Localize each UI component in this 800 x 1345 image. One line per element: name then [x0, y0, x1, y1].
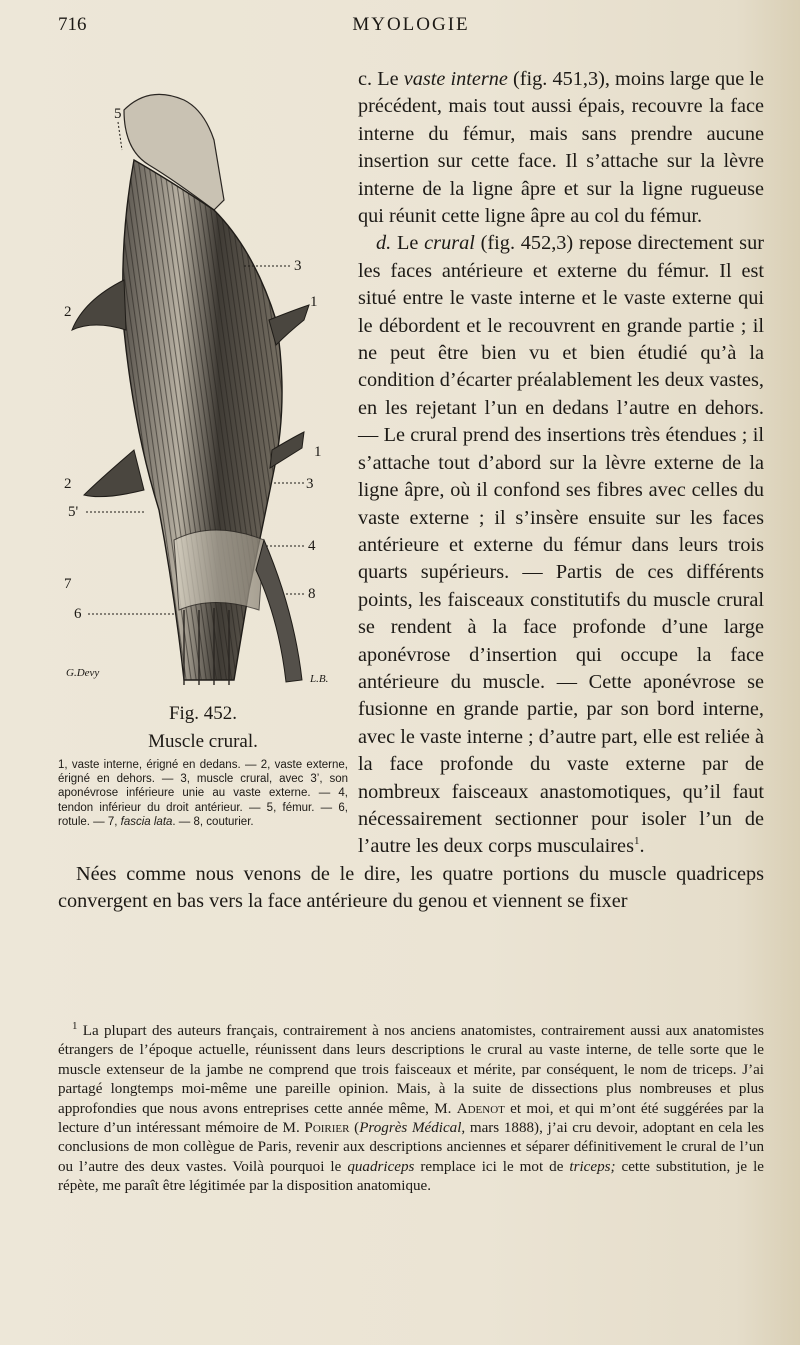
footnote-author-poirier: Poirier	[304, 1120, 350, 1137]
crural-muscle-illustration	[64, 70, 348, 690]
vaste-externe-flap-lower	[84, 450, 144, 497]
para-c-term: vaste interne	[403, 68, 508, 90]
para-d-ref: (fig. 452,3)	[480, 232, 574, 255]
body-text	[58, 66, 764, 916]
para-d-end: .	[639, 835, 645, 858]
signature-right: L.B.	[310, 673, 329, 685]
para-d-letter: d.	[376, 232, 392, 255]
label-8: 8	[308, 586, 316, 602]
footnote-text-a: La plupart des auteurs français, contrairement à nos anciens anatomistes, contrairement aussi aux anatomistes étrangers de l’époque actuelle, réunissent dans leurs descriptions le crural au vaste interne, de telle sorte que le muscle extenseur de la jambe ne comprend que trois faisceaux et mérite, par conséquent, le nom de triceps. J’ai partagé longtemps moi-même une pareille opinion. Mais, à la suite de dissections plus nombreuses et plus approfondies que nous avons entreprises cette année même, M.	[58, 1023, 765, 1117]
label-7: 7	[64, 576, 72, 592]
figure-title: Muscle crural.	[148, 731, 258, 752]
leader-5-top	[118, 122, 122, 150]
page-number: 716	[58, 14, 87, 35]
label-3-upper: 3	[294, 258, 302, 274]
paragraph-tail: Nées comme nous venons de le dire, les quatre portions du muscle quadriceps convergent en bas vers la face antérieure du genou et viennent se fixer	[58, 862, 764, 913]
label-3-right: 3	[306, 476, 314, 492]
label-6: 6	[74, 606, 82, 622]
para-c-ref: (fig. 451,3),	[513, 68, 610, 90]
footnote-marker: 1	[72, 1019, 78, 1032]
footnote-text-c: (	[349, 1120, 360, 1137]
label-2-mid: 2	[64, 476, 72, 492]
footnote-text-f: cette substitution, je le répète, me paraît être légitimée par la disposition anatomique.	[58, 1158, 765, 1195]
footnote-text-d: , mars 1888), j’ai cru devoir, adoptant en cela les conclusions de mon collègue de Paris, revenir aux descriptions anciennes et séparer définitivement le crural de l’un ou l’autre des deux vastes. Voilà pourquoi le	[58, 1120, 764, 1175]
page-header	[58, 14, 764, 44]
label-5-top: 5	[114, 106, 122, 122]
label-1-upper: 1	[310, 294, 318, 310]
label-5-prime: 5'	[68, 504, 79, 520]
footnote-1	[58, 1019, 765, 1197]
caption-part-3: . — 8, couturier.	[172, 815, 254, 828]
para-c-text: moins large que le précédent, mais tout aussi épais, recouvre la face interne du fémur, mais sans prendre aucune insertion sur cette face. Il s’attache sur la lèvre interne de la ligne âpre et sur la ligne rugueuse qui réunit cette ligne âpre au col du fémur.	[358, 68, 765, 228]
running-head: MYOLOGIE	[352, 14, 470, 35]
vaste-interne-flap-upper	[269, 305, 309, 345]
figure-number: Fig. 452.	[168, 703, 238, 724]
aponeurosis-shape	[174, 530, 264, 610]
label-4: 4	[308, 538, 316, 554]
footnote-marker-ref[interactable]: 1	[633, 835, 640, 848]
footnote-triceps: triceps;	[569, 1158, 616, 1175]
para-d-term: crural	[424, 232, 475, 255]
footnote-journal: Progrès Médical	[359, 1120, 462, 1137]
para-c-letter: c.	[358, 68, 373, 90]
couturier-shape	[256, 540, 302, 682]
para-d-pre: Le	[397, 232, 419, 255]
caption-fascia-lata: fascia lata	[120, 815, 173, 828]
vaste-externe-flap-upper	[72, 280, 126, 330]
label-1-right: 1	[314, 444, 322, 460]
footnote-text-b: et moi, et qui m’ont été suggérées par la lecture d’un intéressant mémoire de M.	[58, 1100, 764, 1137]
para-c-pre: Le	[377, 68, 399, 90]
figure-452	[58, 70, 348, 840]
label-2-upper: 2	[64, 304, 72, 320]
para-d-text: repose directement sur les faces antérieure et externe du fémur. Il est situé entre le vaste interne et le vaste externe qui le débordent et le recouvrent en grande partie ; il ne peut être bien vu et bien étudié qu’à la condition d’écarter préalablement les deux vastes, en les rejetant l’un en dedans l’autre en dehors. — Le crural prend des insertions très étendues ; il s’attache tout d’abord sur la lèvre externe de la ligne âpre, où il confond ses fibres avec celles du vaste externe ; il s’insère ensuite sur les faces antérieure et externe du fémur dans leurs trois quarts supérieurs. — Partis de ces différents points, les faisceaux constitutifs du muscle crural se rendent à la face profonde d’une large aponévrose d’insertion qui occupe la face antérieure du muscle. — Cette aponévrose se fusionne en grande partie, par son bord interne, avec le vaste interne ; d’autre part, elle est reliée à la face profonde du vaste externe par de nombreux faisceaux anastomotiques, qu’il faut nécessairement sectionner pour isoler l’un de l’autre les deux corps musculaires	[358, 232, 764, 858]
caption-part-1: 1, vaste interne, érigné en dedans. — 2, vaste externe, érigné en dehors. — 3, muscle crural, avec 3’, son aponévrose inférieure unie au vaste externe. — 4, tendon inférieur du droit antérieur. — 5, fémur. — 6, rotule. — 7,	[58, 759, 348, 828]
footnote-text-e: remplace ici le mot de	[414, 1158, 570, 1175]
footnote-author-adenot: Adenot	[456, 1100, 505, 1117]
footnotes	[58, 1019, 765, 1197]
signature-left: G.Devy	[66, 667, 100, 679]
footnote-quadriceps: quadriceps	[347, 1158, 415, 1175]
figure-caption	[58, 758, 348, 829]
